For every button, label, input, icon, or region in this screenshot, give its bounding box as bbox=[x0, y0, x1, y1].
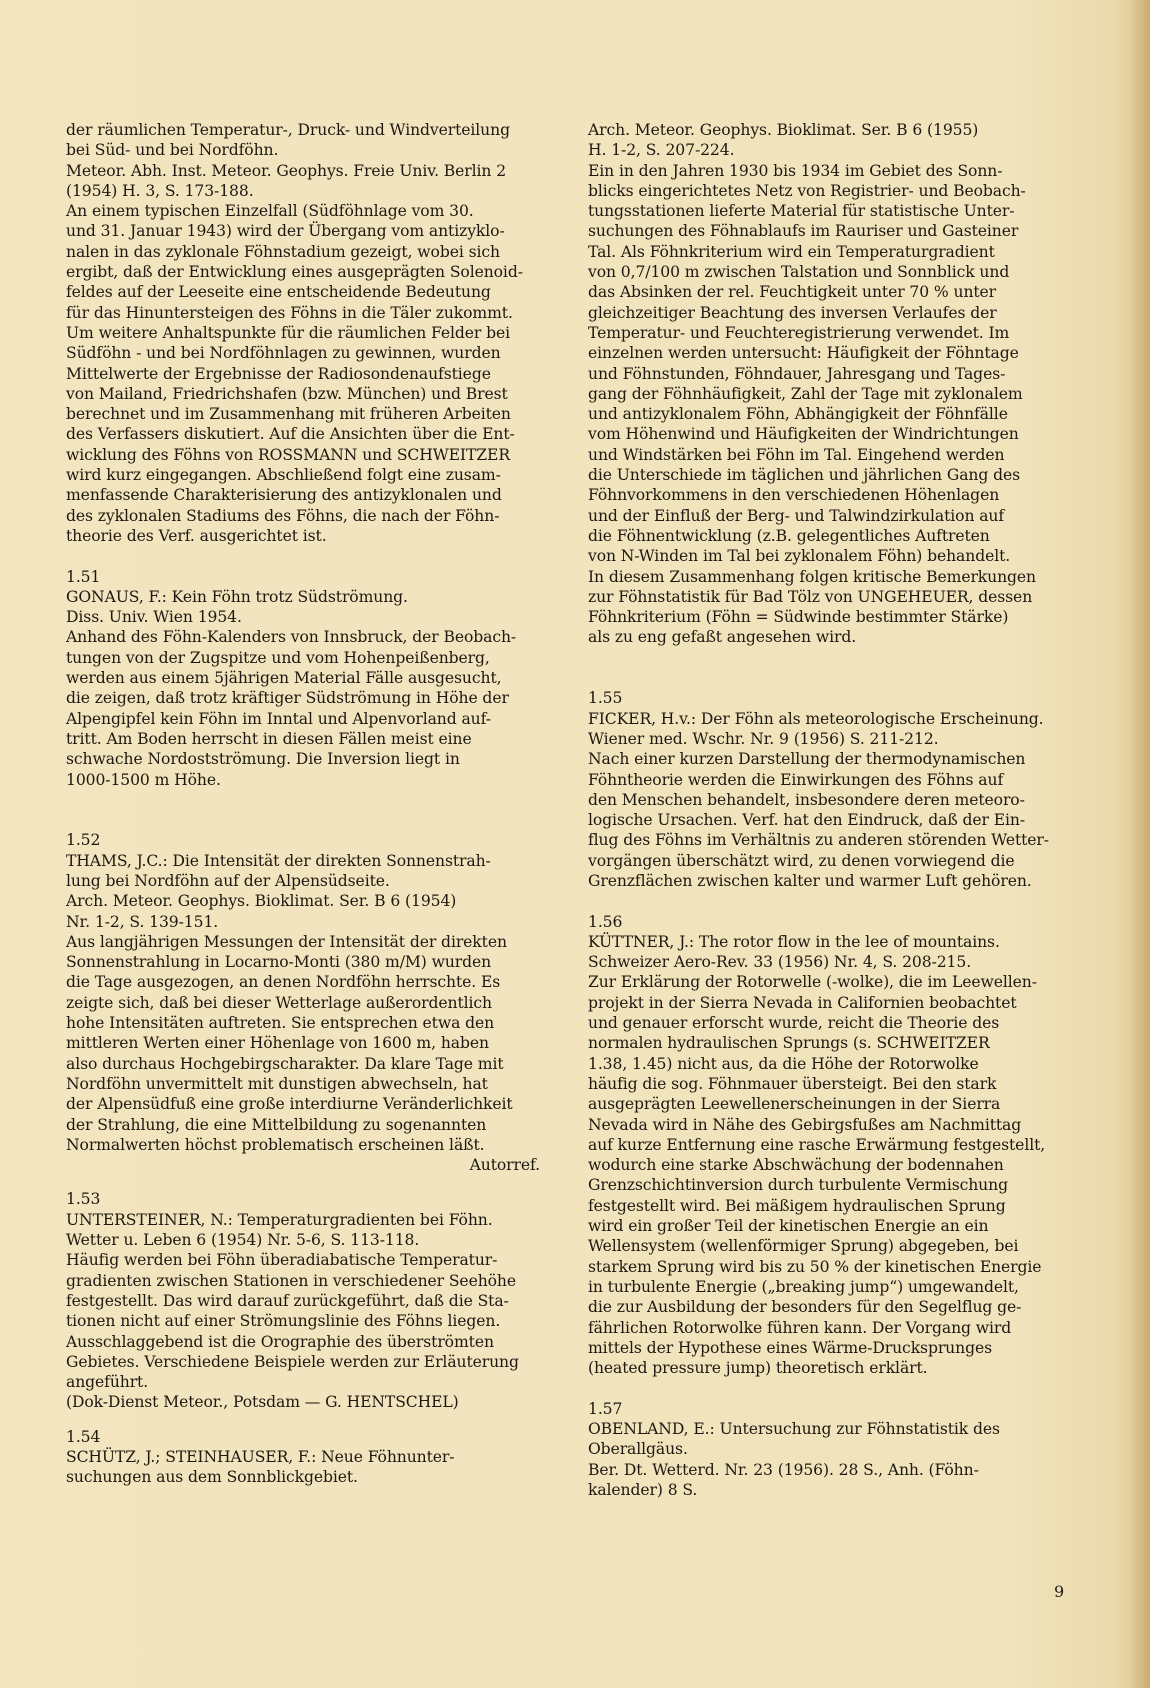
text-line: Zur Erklärung der Rotorwelle (-wolke), die im Leewellen- bbox=[588, 973, 1037, 992]
entry-number: 1.56 bbox=[588, 912, 623, 931]
text-line: wird kurz eingegangen. Abschließend folgt eine zusam- bbox=[66, 466, 501, 485]
text-line: suchungen des Föhnablaufs im Rauriser und Gasteiner bbox=[588, 222, 1019, 241]
text-line: In diesem Zusammenhang folgen kritische Bemerkungen bbox=[588, 567, 1036, 586]
right-column bbox=[588, 120, 1088, 1500]
text-line: theorie des Verf. ausgerichtet ist. bbox=[66, 526, 327, 545]
text-line: Wellensystem (wellenförmiger Sprung) abgegeben, bei bbox=[588, 1237, 1019, 1256]
text-line: menfassende Charakterisierung des antizyklonalen und bbox=[66, 486, 502, 505]
text-line: Meteor. Abh. Inst. Meteor. Geophys. Freie Univ. Berlin 2 bbox=[66, 161, 507, 180]
entry-text bbox=[66, 851, 546, 1155]
text-line: wird ein großer Teil der kinetischen Energie an ein bbox=[588, 1217, 989, 1236]
text-line: Ber. Dt. Wetterd. Nr. 23 (1956). 28 S., Anh. (Föhn- bbox=[588, 1460, 979, 1479]
text-line: von Mailand, Friedrichshafen (bzw. München) und Brest bbox=[66, 384, 508, 403]
text-line: KÜTTNER, J.: The rotor flow in the lee of mountains. bbox=[588, 932, 1000, 951]
text-line: Alpengipfel kein Föhn im Inntal und Alpenvorland auf- bbox=[66, 709, 491, 728]
entry-1-52 bbox=[66, 830, 546, 1175]
text-line: Arch. Meteor. Geophys. Bioklimat. Ser. B 6 (1955) bbox=[588, 121, 979, 139]
left-column bbox=[66, 120, 546, 1488]
text-line: in turbulente Energie („breaking jump“) umgewandelt, bbox=[588, 1277, 1019, 1296]
text-line: angeführt. bbox=[66, 1373, 149, 1392]
text-line: H. 1-2, S. 207-224. bbox=[588, 141, 735, 160]
text-line: die zur Ausbildung der besonders für den Segelflug ge- bbox=[588, 1298, 1022, 1317]
text-line: (heated pressure jump) theoretisch erklärt. bbox=[588, 1359, 928, 1378]
text-line: Tal. Als Föhnkriterium wird ein Temperaturgradient bbox=[588, 242, 995, 261]
text-line: feldes auf der Leeseite eine entscheidende Bedeutung bbox=[66, 283, 491, 302]
text-line: wicklung des Föhns von ROSSMANN und SCHWEITZER bbox=[66, 445, 510, 464]
text-line: Wetter u. Leben 6 (1954) Nr. 5-6, S. 113-118. bbox=[66, 1231, 420, 1250]
text-line: Grenzschichtinversion durch turbulente Vermischung bbox=[588, 1176, 1008, 1195]
text-line: und Windstärken bei Föhn im Tal. Eingehend werden bbox=[588, 445, 1005, 464]
text-line: des zyklonalen Stadiums des Föhns, die nach der Föhn- bbox=[66, 506, 500, 525]
text-line: Föhntheorie werden die Einwirkungen des Föhns auf bbox=[588, 770, 1004, 789]
entry-1-51 bbox=[66, 567, 546, 790]
text-line: den Menschen behandelt, insbesondere deren meteoro- bbox=[588, 790, 1025, 809]
text-line: der Strahlung, die eine Mittelbildung zu sogenannten bbox=[66, 1115, 487, 1134]
intro-continuation bbox=[66, 120, 546, 546]
text-line: hohe Intensitäten auftreten. Sie entsprechen etwa den bbox=[66, 1014, 495, 1033]
text-line: starkem Sprung wird bis zu 50 % der kinetischen Energie bbox=[588, 1257, 1042, 1276]
author-reference: Autorref. bbox=[469, 1156, 540, 1175]
text-line: einzelnen werden untersucht: Häufigkeit der Föhntage bbox=[588, 344, 1019, 363]
text-line: Nevada wird in Nähe des Gebirgsfußes am Nachmittag bbox=[588, 1115, 1022, 1134]
text-line: ausgeprägten Leewellenerscheinungen in der Sierra bbox=[588, 1095, 1001, 1114]
text-line: Temperatur- und Feuchteregistrierung verwendet. Im bbox=[588, 323, 1010, 342]
text-line: Ein in den Jahren 1930 bis 1934 im Gebiet des Sonn- bbox=[588, 161, 1003, 180]
text-line: berechnet und im Zusammenhang mit früheren Arbeiten bbox=[66, 405, 511, 424]
text-line: festgestellt. Das wird darauf zurückgeführt, daß die Sta- bbox=[66, 1291, 509, 1310]
text-line: kalender) 8 S. bbox=[588, 1480, 698, 1499]
text-line: wodurch eine starke Abschwächung der bodennahen bbox=[588, 1156, 1004, 1175]
text-line: Häufig werden bei Föhn überadiabatische Temperatur- bbox=[66, 1251, 498, 1270]
text-line: Aus langjährigen Messungen der Intensität der direkten bbox=[66, 932, 507, 951]
text-line: (Dok-Dienst Meteor., Potsdam — G. HENTSCHEL) bbox=[66, 1393, 459, 1412]
entry-number: 1.55 bbox=[588, 689, 623, 708]
text-line: Nr. 1-2, S. 139-151. bbox=[66, 912, 219, 931]
text-line: vom Höhenwind und Häufigkeiten der Windrichtungen bbox=[588, 425, 1019, 444]
text-line: bei Süd- und bei Nordföhn. bbox=[66, 141, 279, 160]
text-line: Diss. Univ. Wien 1954. bbox=[66, 608, 242, 627]
text-line: Anhand des Föhn-Kalenders von Innsbruck, der Beobach- bbox=[66, 628, 517, 647]
text-line: und Föhnstunden, Föhndauer, Jahresgang und Tages- bbox=[588, 364, 1006, 383]
text-line: zur Föhnstatistik für Bad Tölz von UNGEHEUER, dessen bbox=[588, 587, 1033, 606]
text-line: der räumlichen Temperatur-, Druck- und Windverteilung bbox=[66, 121, 510, 139]
text-line: Schweizer Aero-Rev. 33 (1956) Nr. 4, S. 208-215. bbox=[588, 953, 972, 972]
text-line: tungsstationen lieferte Material für statistische Unter- bbox=[588, 202, 1015, 221]
text-line: tionen nicht auf einer Strömungslinie des Föhns liegen. bbox=[66, 1312, 501, 1331]
text-line: Gebietes. Verschiedene Beispiele werden zur Erläuterung bbox=[66, 1352, 519, 1371]
entry-1-56 bbox=[588, 912, 1088, 1379]
text-line: SCHÜTZ, J.; STEINHAUSER, F.: Neue Föhnunter- bbox=[66, 1448, 455, 1466]
text-line: Oberallgäus. bbox=[588, 1440, 688, 1459]
text-line: lung bei Nordföhn auf der Alpensüdseite. bbox=[66, 871, 390, 890]
text-line: die Föhnentwicklung (z.B. gelegentliches Auftreten bbox=[588, 526, 990, 545]
text-line: von N-Winden im Tal bei zyklonalem Föhn) behandelt. bbox=[588, 547, 1011, 566]
entry-1-54 bbox=[66, 1427, 546, 1488]
text-line: logische Ursachen. Verf. hat den Eindruck, daß der Ein- bbox=[588, 811, 1026, 830]
text-line: tungen von der Zugspitze und vom Hohenpeißenberg, bbox=[66, 648, 490, 667]
entry-text bbox=[66, 1447, 546, 1488]
text-line: der Alpensüdfuß eine große interdiurne Veränderlichkeit bbox=[66, 1095, 513, 1114]
text-line: flug des Föhns im Verhältnis zu anderen störenden Wetter- bbox=[588, 831, 1049, 850]
entry-number: 1.51 bbox=[66, 567, 101, 586]
text-line: für das Hinuntersteigen des Föhns in die Täler zukommt. bbox=[66, 303, 513, 322]
text-line: Südföhn - und bei Nordföhnlagen zu gewinnen, wurden bbox=[66, 344, 501, 363]
text-line: gleichzeitiger Beachtung des inversen Verlaufes der bbox=[588, 303, 997, 322]
text-line: Nach einer kurzen Darstellung der thermodynamischen bbox=[588, 750, 1026, 769]
text-line: 1.38, 1.45) nicht aus, da die Höhe der Rotorwolke bbox=[588, 1054, 979, 1073]
entry-text bbox=[588, 1419, 1088, 1500]
text-line: und der Einfluß der Berg- und Talwindzirkulation auf bbox=[588, 506, 1005, 525]
text-line: mittels der Hypothese eines Wärme-Drucksprunges bbox=[588, 1338, 992, 1357]
text-line: UNTERSTEINER, N.: Temperaturgradienten bei Föhn. bbox=[66, 1210, 493, 1229]
text-line: auf kurze Entfernung eine rasche Erwärmung festgestellt, bbox=[588, 1135, 1046, 1154]
text-line: Mittelwerte der Ergebnisse der Radiosondenaufstiege bbox=[66, 364, 491, 383]
text-line: also durchaus Hochgebirgscharakter. Da klare Tage mit bbox=[66, 1054, 504, 1073]
text-line: die zeigen, daß trotz kräftiger Südströmung in Höhe der bbox=[66, 689, 509, 708]
text-line: häufig die sog. Föhnmauer übersteigt. Bei den stark bbox=[588, 1074, 997, 1093]
text-line: als zu eng gefaßt angesehen wird. bbox=[588, 628, 857, 647]
text-line: schwache Nordostströmung. Die Inversion liegt in bbox=[66, 750, 460, 769]
text-line: und antizyklonalem Föhn, Abhängigkeit der Föhnfälle bbox=[588, 405, 1008, 424]
entry-1-55 bbox=[588, 688, 1088, 891]
text-line: Wiener med. Wschr. Nr. 9 (1956) S. 211-212. bbox=[588, 729, 939, 748]
text-line: ergibt, daß der Entwicklung eines ausgeprägten Solenoid- bbox=[66, 263, 523, 282]
text-line: werden aus einem 5jährigen Material Fälle ausgesucht, bbox=[66, 669, 502, 688]
text-line: gradienten zwischen Stationen in verschiedener Seehöhe bbox=[66, 1271, 516, 1290]
entry-text bbox=[66, 587, 546, 790]
text-line: die Unterschiede im täglichen und jährlichen Gang des bbox=[588, 466, 1020, 485]
entry-text bbox=[66, 1210, 546, 1413]
text-line: 1000-1500 m Höhe. bbox=[66, 770, 221, 789]
text-line: zeigte sich, daß bei dieser Wetterlage außerordentlich bbox=[66, 993, 492, 1012]
page-edge-shading bbox=[1130, 0, 1150, 1688]
text-line: das Absinken der rel. Feuchtigkeit unter 70 % unter bbox=[588, 283, 997, 302]
text-line: von 0,7/100 m zwischen Talstation und Sonnblick und bbox=[588, 263, 1010, 282]
text-line: THAMS, J.C.: Die Intensität der direkten Sonnenstrah- bbox=[66, 851, 491, 870]
entry-number: 1.53 bbox=[66, 1190, 101, 1209]
entry-number: 1.57 bbox=[588, 1399, 623, 1418]
entry-text bbox=[588, 932, 1088, 1379]
text-line: Föhnvorkommens in den verschiedenen Höhenlagen bbox=[588, 486, 1000, 505]
entry-number: 1.54 bbox=[66, 1427, 101, 1446]
text-line: mittleren Werten einer Höhenlage von 1600 m, haben bbox=[66, 1034, 489, 1053]
entry-number: 1.52 bbox=[66, 831, 101, 850]
text-line: Grenzflächen zwischen kalter und warmer Luft gehören. bbox=[588, 871, 1032, 890]
text-line: Ausschlaggebend ist die Orographie des überströmten bbox=[66, 1332, 494, 1351]
text-line: normalen hydraulischen Sprungs (s. SCHWEITZER bbox=[588, 1034, 990, 1053]
text-line: fährlichen Rotorwolke führen kann. Der Vorgang wird bbox=[588, 1318, 1012, 1337]
entry-1-54-continuation bbox=[588, 120, 1088, 648]
page-number: 9 bbox=[1054, 1582, 1065, 1601]
text-line: Nordföhn unvermittelt mit dunstigen abwechseln, hat bbox=[66, 1074, 488, 1093]
text-line: blicks eingerichtetes Netz von Registrier- und Beobach- bbox=[588, 181, 1026, 200]
text-line: Arch. Meteor. Geophys. Bioklimat. Ser. B 6 (1954) bbox=[66, 892, 457, 911]
text-line: die Tage ausgezogen, an denen Nordföhn herrschte. Es bbox=[66, 973, 501, 992]
text-line: suchungen aus dem Sonnblickgebiet. bbox=[66, 1468, 358, 1487]
text-line: projekt in der Sierra Nevada in Californien beobachtet bbox=[588, 993, 1017, 1012]
text-line: und genauer erforscht wurde, reicht die Theorie des bbox=[588, 1014, 1000, 1033]
text-line: Normalwerten höchst problematisch erscheinen läßt. bbox=[66, 1135, 485, 1154]
text-line: des Verfassers diskutiert. Auf die Ansichten über die Ent- bbox=[66, 425, 515, 444]
text-line: OBENLAND, E.: Untersuchung zur Föhnstatistik des bbox=[588, 1420, 1000, 1438]
text-line: nalen in das zyklonale Föhnstadium gezeigt, wobei sich bbox=[66, 242, 500, 261]
text-line: und 31. Januar 1943) wird der Übergang vom antizyklo- bbox=[66, 222, 505, 241]
entry-1-57 bbox=[588, 1399, 1088, 1500]
text-line: (1954) H. 3, S. 173-188. bbox=[66, 181, 254, 200]
text-line: Föhnkriterium (Föhn = Südwinde bestimmter Stärke) bbox=[588, 608, 1009, 627]
text-line: tritt. Am Boden herrscht in diesen Fällen meist eine bbox=[66, 729, 472, 748]
text-line: FICKER, H.v.: Der Föhn als meteorologische Erscheinung. bbox=[588, 709, 1044, 728]
text-line: Sonnenstrahlung in Locarno-Monti (380 m/M) wurden bbox=[66, 953, 492, 972]
entry-text bbox=[588, 709, 1088, 892]
text-line: gang der Föhnhäufigkeit, Zahl der Tage mit zyklonalem bbox=[588, 384, 1023, 403]
text-line: An einem typischen Einzelfall (Südföhnlage vom 30. bbox=[66, 202, 474, 221]
text-line: GONAUS, F.: Kein Föhn trotz Südströmung. bbox=[66, 587, 408, 606]
text-line: Um weitere Anhaltspunkte für die räumlichen Felder bei bbox=[66, 323, 510, 342]
entry-1-53 bbox=[66, 1189, 546, 1412]
text-line: festgestellt wird. Bei mäßigem hydraulischen Sprung bbox=[588, 1196, 1006, 1215]
text-line: vorgängen überschätzt wird, zu denen vorwiegend die bbox=[588, 851, 1015, 870]
